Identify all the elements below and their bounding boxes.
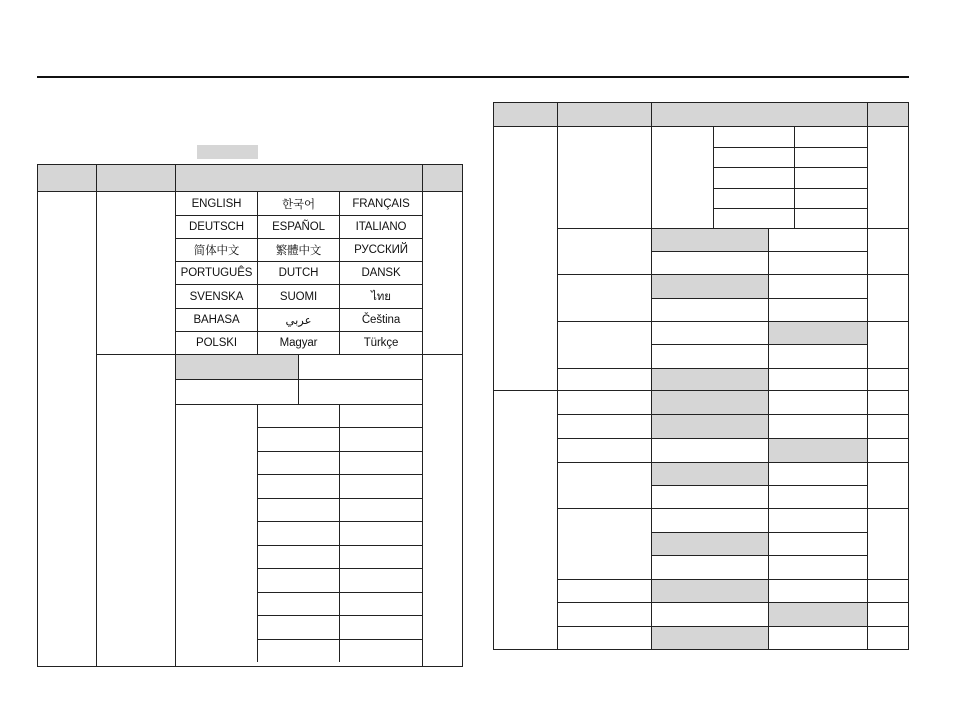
right-row-13-col4 [867, 626, 908, 649]
right-block-3-col4 [867, 274, 908, 321]
left-col-2-language-group [96, 191, 175, 354]
right-row-10-option-4 [768, 532, 867, 555]
right-row-10-option-3-shaded [651, 532, 768, 555]
right-block-1-cell [794, 167, 867, 188]
left-header-cell-2 [96, 164, 175, 191]
timezone-cell [339, 451, 422, 474]
language-option: DANSK [339, 261, 422, 284]
right-row-8-label [557, 438, 651, 462]
right-row-6-col4 [867, 390, 908, 414]
right-block-1-col4 [867, 126, 908, 228]
right-block-4-option-2-shaded [768, 321, 867, 344]
right-row-10-option-6 [768, 555, 867, 579]
right-row-8-option-2-shaded [768, 438, 867, 462]
datetime-option-c [175, 379, 298, 404]
right-row-7-label [557, 414, 651, 438]
right-block-1-cell [794, 208, 867, 228]
language-option: ITALIANO [339, 215, 422, 238]
left-header-cell-4 [422, 164, 462, 191]
right-block-5-col4 [867, 368, 908, 390]
right-block-4-option-3 [651, 344, 768, 368]
right-header-cell-4 [867, 102, 908, 126]
timezone-cell [339, 521, 422, 545]
language-option: ENGLISH [175, 191, 257, 215]
language-option: BAHASA [175, 308, 257, 331]
right-block-1-cell [713, 126, 794, 147]
right-block-1-label [557, 126, 651, 228]
right-block-2-option-2 [768, 228, 867, 251]
language-option: Magyar [257, 331, 339, 354]
left-header-cell-1 [37, 164, 96, 191]
left-header-cell-3 [175, 164, 422, 191]
timezone-cell [257, 474, 339, 498]
right-row-6-option-1-shaded [651, 390, 768, 414]
right-block-3-option-4 [768, 298, 867, 321]
right-row-8-option-1 [651, 438, 768, 462]
left-col-4-datetime-group [422, 354, 462, 666]
right-row-9-option-1-shaded [651, 462, 768, 485]
right-block-3-option-3 [651, 298, 768, 321]
timezone-cell [339, 639, 422, 662]
timezone-cell [257, 404, 339, 427]
right-row-10-option-1 [651, 508, 768, 532]
right-row-13-option-2 [768, 626, 867, 649]
right-block-2-col4 [867, 228, 908, 274]
right-row-10-label [557, 508, 651, 579]
left-col-4-language-group [422, 191, 462, 354]
right-block-4-option-1 [651, 321, 768, 344]
right-row-9-option-3 [651, 485, 768, 508]
timezone-cell [339, 404, 422, 427]
right-block-3-option-1-shaded [651, 274, 768, 298]
language-option: РУССКИЙ [339, 238, 422, 261]
language-option: DEUTSCH [175, 215, 257, 238]
right-block-2-label [557, 228, 651, 274]
highlighted-text-marker [197, 145, 258, 159]
right-row-13-option-1-shaded [651, 626, 768, 649]
right-block-1-cell [794, 188, 867, 208]
timezone-cell [339, 615, 422, 639]
right-row-12-option-1 [651, 602, 768, 626]
language-option: عربي [257, 308, 339, 331]
right-block-1-sublabel [651, 126, 713, 228]
right-block-1-cell [794, 147, 867, 167]
language-option: POLSKI [175, 331, 257, 354]
right-row-8-col4 [867, 438, 908, 462]
right-block-5-option-1-shaded [651, 368, 768, 390]
language-option: 한국어 [257, 191, 339, 215]
right-header-cell-1 [493, 102, 557, 126]
timezone-label-cell [175, 404, 257, 666]
language-option: SUOMI [257, 284, 339, 308]
timezone-cell [339, 498, 422, 521]
language-option: Čeština [339, 308, 422, 331]
timezone-cell [257, 545, 339, 568]
language-option: SVENSKA [175, 284, 257, 308]
left-col-1-body [37, 191, 96, 666]
right-row-6-option-2 [768, 390, 867, 414]
right-col-1-group-top [493, 126, 557, 390]
right-row-10-option-5 [651, 555, 768, 579]
right-block-4-col4 [867, 321, 908, 368]
right-row-9-option-2 [768, 462, 867, 485]
timezone-cell [257, 639, 339, 662]
right-row-11-label [557, 579, 651, 602]
timezone-cell [257, 427, 339, 451]
right-row-6-label [557, 390, 651, 414]
datetime-option-b [298, 354, 422, 379]
timezone-cell [339, 427, 422, 451]
right-row-12-col4 [867, 602, 908, 626]
language-option: ไทย [339, 284, 422, 308]
language-option: DUTCH [257, 261, 339, 284]
timezone-cell [339, 545, 422, 568]
right-row-11-col4 [867, 579, 908, 602]
right-header-cell-3 [651, 102, 867, 126]
timezone-cell [339, 592, 422, 615]
language-option: ESPAÑOL [257, 215, 339, 238]
datetime-option-a-shaded [175, 354, 298, 379]
right-row-12-option-2-shaded [768, 602, 867, 626]
right-row-13-label [557, 626, 651, 649]
right-block-1-cell [713, 147, 794, 167]
right-block-4-option-4 [768, 344, 867, 368]
right-block-1-cell [713, 188, 794, 208]
language-option: 繁體中文 [257, 238, 339, 261]
right-block-3-label [557, 274, 651, 321]
right-header-cell-2 [557, 102, 651, 126]
right-block-5-label [557, 368, 651, 390]
language-option: Türkçe [339, 331, 422, 354]
right-row-11-option-1-shaded [651, 579, 768, 602]
timezone-cell [257, 615, 339, 639]
right-row-10-option-2 [768, 508, 867, 532]
right-block-1-cell [713, 208, 794, 228]
right-col-1-group-bottom [493, 390, 557, 649]
right-block-2-option-3 [651, 251, 768, 274]
timezone-cell [257, 592, 339, 615]
left-col-2-datetime-group [96, 354, 175, 666]
right-row-9-col4 [867, 462, 908, 508]
right-row-9-label [557, 462, 651, 508]
timezone-cell [339, 474, 422, 498]
top-divider-rule [37, 76, 909, 78]
right-row-7-option-2 [768, 414, 867, 438]
timezone-cell [339, 568, 422, 592]
right-row-7-col4 [867, 414, 908, 438]
right-block-3-option-2 [768, 274, 867, 298]
right-block-2-option-1-shaded [651, 228, 768, 251]
right-block-4-label [557, 321, 651, 368]
right-row-7-option-1-shaded [651, 414, 768, 438]
right-row-11-option-2 [768, 579, 867, 602]
language-option: FRANÇAIS [339, 191, 422, 215]
right-block-1-cell [794, 126, 867, 147]
language-option: 简体中文 [175, 238, 257, 261]
timezone-cell [257, 521, 339, 545]
timezone-cell [257, 498, 339, 521]
language-option: PORTUGUÊS [175, 261, 257, 284]
timezone-cell [257, 568, 339, 592]
right-block-1-cell [713, 167, 794, 188]
right-row-10-col4 [867, 508, 908, 579]
right-row-12-label [557, 602, 651, 626]
right-block-2-option-4 [768, 251, 867, 274]
right-block-5-option-2 [768, 368, 867, 390]
right-row-9-option-4 [768, 485, 867, 508]
datetime-option-d [298, 379, 422, 404]
timezone-cell [257, 451, 339, 474]
